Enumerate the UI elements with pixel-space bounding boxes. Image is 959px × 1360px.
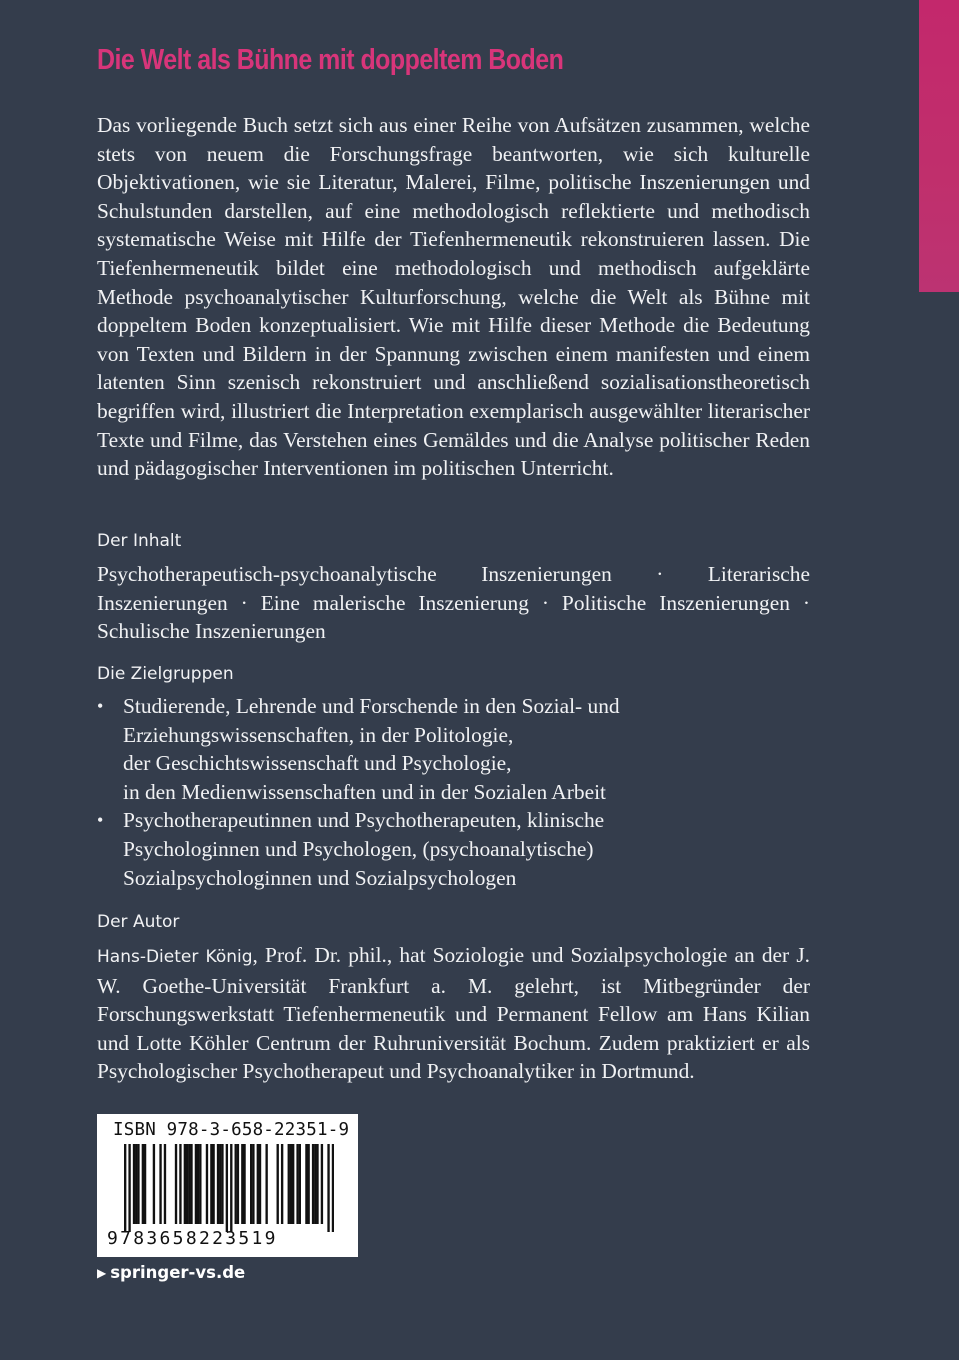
barcode-bar bbox=[230, 1144, 232, 1232]
barcode-bar bbox=[210, 1144, 212, 1224]
arrow-icon: ▶ bbox=[97, 1265, 107, 1280]
barcode-bar bbox=[277, 1144, 279, 1224]
author-bio-text: , Prof. Dr. phil., hat Soziologie und Sozialpsychologie an der J. W. Goethe-Universität Frankfurt a. M. gelehrt, ist Mitbegründer der Forschungswerkstatt Tiefenhermeneutik und Permanent Fellow am Hans Kilian und Lotte Köhler Centrum der Ruhruniversität Bochum. Zudem praktiziert er als Psychologischer Psychotherapeut und Psychoanalytiker in Dortmund. bbox=[97, 943, 810, 1084]
audience-list bbox=[97, 692, 810, 892]
website-label: springer-vs.de bbox=[110, 1263, 246, 1282]
barcode-bar bbox=[175, 1144, 177, 1224]
barcode-bar bbox=[195, 1144, 197, 1224]
barcode-bar bbox=[307, 1144, 309, 1224]
barcode-bar bbox=[221, 1144, 223, 1224]
barcode-bar bbox=[257, 1144, 259, 1224]
audience-line: • Psychotherapeutinnen und Psychotherapeuten, klinische bbox=[123, 808, 605, 833]
publisher-link[interactable] bbox=[97, 1263, 245, 1282]
contents-heading: Der Inhalt bbox=[97, 531, 182, 551]
barcode-bar bbox=[314, 1144, 316, 1224]
audience-line: Psychologinnen und Psychologen, (psychoanalytische) bbox=[123, 836, 594, 861]
barcode-bar bbox=[235, 1144, 237, 1224]
intro-paragraph: Das vorliegende Buch setzt sich aus einer Reihe von Aufsätzen zusammen, welche stets von neuem die Forschungsfrage beantworten, wie sich kulturelle Objektivationen, wie sie Literatur, Malerei, Filme, politische Inszenierungen und Schulstunden darstellen, auf eine methodologisch reflektierte und methodisch systematische Weise mit Hilfe der Tiefenhermeneutik rekonstruieren lassen. Die Tiefenhermeneutik bildet eine methodologisch und methodisch aufgeklärte Methode psychoanalytischer Kulturforschung, welche die Welt als Bühne mit doppeltem Boden konzeptualisiert. Wie mit Hilfe dieser Methode die Bedeutung von Texten und Bildern in der Spannung zwischen einem manifesten und einem latenten Sinn szenisch rekonstruiert und anschließend sozialisationstheoretisch begriffen wird, illustriert die Interpretation exemplarisch ausgewählter literarischer Texte und Filme, das Verstehen eines Gemäldes und die Analyse politischer Reden und pädagogischer Interventionen im politischen Unterricht. bbox=[97, 113, 810, 481]
audience-line: der Geschichtswissenschaft und Psychologie, bbox=[123, 751, 512, 776]
barcode-bar bbox=[197, 1144, 199, 1224]
barcode-bar bbox=[164, 1144, 166, 1224]
barcode-bar bbox=[265, 1144, 267, 1224]
barcode-bar bbox=[190, 1144, 192, 1224]
barcode-bar bbox=[199, 1144, 201, 1224]
barcode-bar bbox=[219, 1144, 221, 1224]
barcode-bar bbox=[321, 1144, 323, 1224]
barcode-bar bbox=[128, 1144, 130, 1232]
barcode-bar bbox=[327, 1144, 329, 1232]
barcode-bar bbox=[137, 1144, 139, 1224]
barcode-bar bbox=[290, 1144, 292, 1224]
barcode-bar bbox=[250, 1144, 252, 1224]
barcode-bar bbox=[142, 1144, 144, 1224]
barcode-bars bbox=[124, 1144, 334, 1232]
isbn-label: ISBN 978-3-658-22351-9 bbox=[113, 1120, 350, 1140]
barcode-bar bbox=[184, 1144, 186, 1224]
barcode-bar bbox=[206, 1144, 208, 1224]
audience-line: in den Medienwissenschaften und in der Sozialen Arbeit bbox=[123, 779, 606, 804]
author-name: Hans-Dieter König bbox=[97, 947, 253, 967]
author-bio bbox=[97, 941, 810, 1086]
barcode-bar bbox=[299, 1144, 301, 1224]
barcode-bar bbox=[133, 1144, 135, 1224]
barcode-bar bbox=[252, 1144, 254, 1224]
barcode-bar bbox=[305, 1144, 307, 1224]
barcode-bar bbox=[186, 1144, 188, 1224]
barcode-bar bbox=[159, 1144, 161, 1224]
barcode-bar bbox=[312, 1144, 314, 1224]
barcode-bar bbox=[281, 1144, 283, 1224]
barcode-bar bbox=[212, 1144, 214, 1224]
author-heading: Der Autor bbox=[97, 912, 180, 932]
audience-line: • Studierende, Lehrende und Forschende in den Sozial- und bbox=[123, 694, 620, 718]
barcode-bar bbox=[332, 1144, 334, 1232]
barcode-bar bbox=[144, 1144, 146, 1224]
barcode-bar bbox=[226, 1144, 228, 1232]
barcode-bar bbox=[288, 1144, 290, 1224]
barcode-bar bbox=[243, 1144, 245, 1224]
barcode-bar bbox=[259, 1144, 261, 1224]
isbn-digits: 9783658223519 bbox=[107, 1228, 278, 1249]
audience-item bbox=[97, 692, 810, 806]
audience-item bbox=[97, 806, 810, 892]
barcode-bar bbox=[179, 1144, 181, 1224]
audience-line: Sozialpsychologinnen und Sozialpsychologen bbox=[123, 865, 517, 890]
contents-text: Psychotherapeutisch-psychoanalytische Inszenierungen · Literarische Inszenierungen · Eine malerische Inszenierung · Politische Inszenierungen · Schulische Inszenierungen bbox=[97, 562, 810, 644]
barcode-bar bbox=[237, 1144, 239, 1224]
book-title: Die Welt als Bühne mit doppeltem Boden bbox=[97, 44, 564, 76]
audience-line: Erziehungswissenschaften, in der Politologie, bbox=[123, 722, 514, 747]
barcode-bar bbox=[135, 1144, 137, 1224]
barcode-bar bbox=[124, 1144, 126, 1232]
barcode-bar bbox=[153, 1144, 155, 1224]
barcode bbox=[97, 1114, 358, 1257]
barcode-bar bbox=[241, 1144, 243, 1224]
accent-bar bbox=[919, 0, 959, 292]
barcode-bar bbox=[217, 1144, 219, 1224]
barcode-bar bbox=[292, 1144, 294, 1224]
audience-heading: Die Zielgruppen bbox=[97, 664, 234, 684]
barcode-bar bbox=[316, 1144, 318, 1224]
barcode-bar bbox=[296, 1144, 298, 1224]
barcode-bar bbox=[188, 1144, 190, 1224]
